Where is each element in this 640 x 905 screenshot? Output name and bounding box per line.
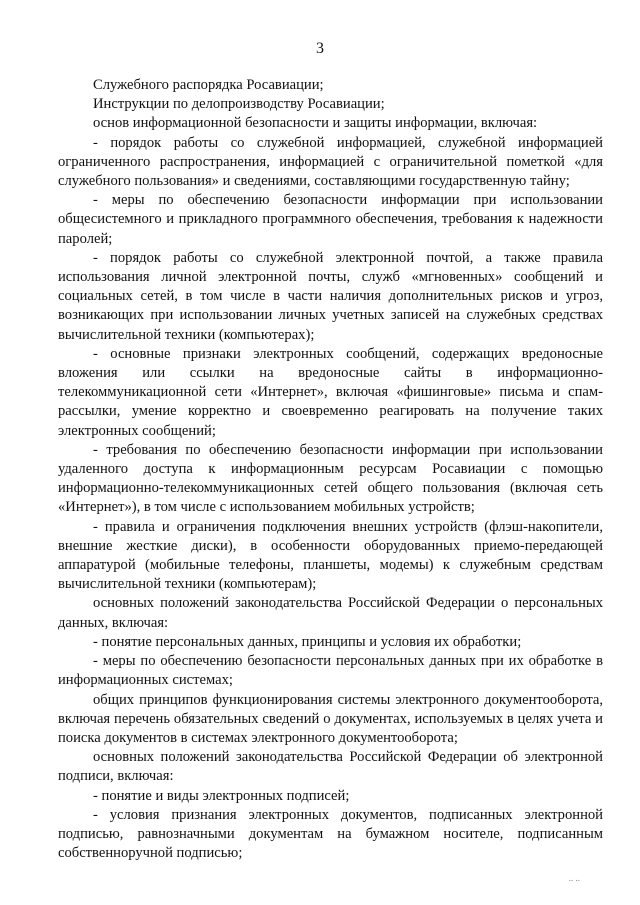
list-item: - меры по обеспечению безопасности информации при использовании общесистемного и прикладного программного обеспечения, требования к надежности паролей; [58,192,603,247]
paragraph: основ информационной безопасности и защиты информации, включая: [93,115,538,132]
paragraph: общих принципов функционирования системы электронного документооборота, включая перечень обязательных сведений о документах, используемых в целях учета и поиска документов в системах электронного документооборота; [58,691,603,746]
list-item: - порядок работы со служебной электронной почтой, а также правила использования личной электронной почты, служб «мгновенных» сообщений и социальных сетей, в том числе в части наличия дополнительных рисков и угроз, возникающих при использовании личных учетных записей на служебных средствах вычислительной техники (компьютерах); [58,249,603,343]
list-item: - понятие персональных данных, принципы и условия их обработки; [93,633,522,650]
list-item: - условия признания электронных документов, подписанных электронной подписью, равнозначными документам на бумажном носителе, подписанным собственноручной подписью; [58,806,603,862]
scan-mark: .. .. [568,873,580,883]
page-number: 3 [316,40,324,57]
list-item: - понятие и виды электронных подписей; [93,787,350,804]
document-body [58,76,603,863]
paragraph: Служебного распорядка Росавиации; [93,77,324,93]
list-item: - основные признаки электронных сообщений, содержащих вредоносные вложения или ссылки на вредоносные сайты в информационно-телекоммуникационной сети «Интернет», включая «фишинговые» письма и спам-рассылки, умение корректно и своевременно реагировать на получение таких электронных сообщений; [58,345,603,439]
paragraph: основных положений законодательства Российской Федерации об электронной подписи, включая: [58,749,603,785]
list-item: - правила и ограничения подключения внешних устройств (флэш-накопители, внешние жесткие диски), в особенности оборудованных приемо-передающей аппаратурой (мобильные телефоны, планшеты, модемы) к служебным средствам вычислительной техники (компьютерам); [58,518,603,593]
list-item: - меры по обеспечению безопасности персональных данных при их обработке в информационных системах; [58,653,603,689]
list-item: - порядок работы со служебной информацией, служебной информацией ограниченного распространения, информацией с ограничительной пометкой «для служебного пользования» и сведениями, составляющими государственную тайну; [58,134,603,190]
list-item: - требования по обеспечению безопасности информации при использовании удаленного доступа к информационным ресурсам Росавиации с помощью информационно-телекоммуникационных сетей общего пользования (включая сеть «Интернет»), в том числе с использованием мобильных устройств; [58,441,603,516]
paragraph: Инструкции по делопроизводству Росавиации; [93,96,385,113]
paragraph: основных положений законодательства Российской Федерации о персональных данных, включая: [58,595,603,631]
